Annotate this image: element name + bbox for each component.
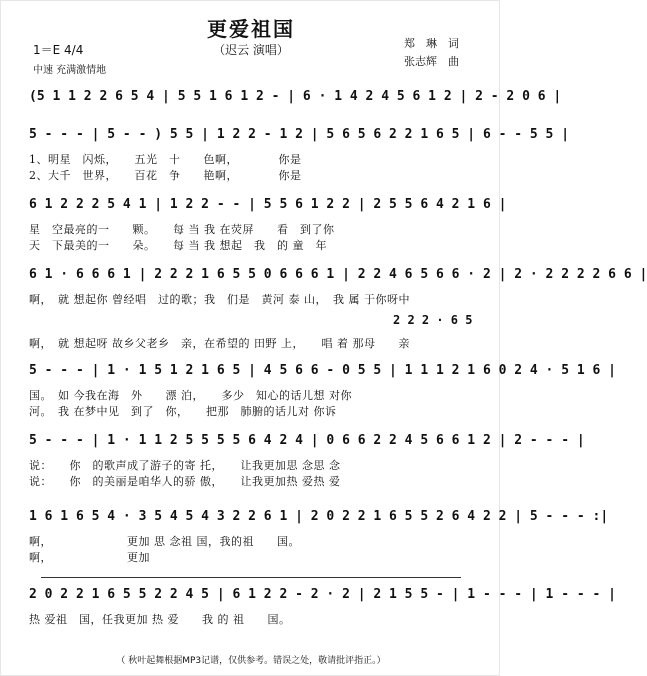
song-title: 更爱祖国 <box>207 17 295 41</box>
lyric-line-verse-2: 2、大千 世界， 百花 争 艳啊， 你是 <box>29 169 302 182</box>
notation-line: 1 6 1 6 5 4 · 3 5 4 5 4 3 2 2 6 1 | 2 0 2 2 1 6 5 5 2 6 4 2 2 | 5 - - - :| <box>29 509 609 524</box>
lyric-line-verse-1: 啊， 更加 思 念祖 国，我的祖 国。 <box>29 535 300 548</box>
lyric-line-verse-1: 说： 你 的歌声成了游子的寄 托， 让我更加思 念思 念 <box>29 459 341 472</box>
notation-line: 5 - - - | 1 · 1 5 1 2 1 6 5 | 4 5 6 6 - 0 5 5 | 1 1 1 2 1 6 0 2 4 · 5 1 6 | <box>29 363 616 378</box>
lyric-line-verse-2: 啊， 就 想起呀 故乡父老乡 亲，在希望的 田野 上， 唱 着 那母 亲 <box>29 337 410 350</box>
lyric-line-verse-1: 啊， 就 想起你 曾经唱 过的歌；我 们是 黄河 泰 山， 我 属 于你呀中 <box>29 293 410 306</box>
lyric-line-verse-1: 1、明星 闪烁， 五光 十 色啊， 你是 <box>29 153 302 166</box>
notation-line: 6 1 2 2 2 5 4 1 | 1 2 2 - - | 5 5 6 1 2 2 | 2 5 5 6 4 2 1 6 | <box>29 197 507 212</box>
lyric-line-verse-1: 热 爱祖 国，任我更加 热 爱 我 的 祖 国。 <box>29 613 291 626</box>
composer-credit: 张志辉 曲 <box>404 55 459 68</box>
notation-line: 5 - - - | 1 · 1 1 2 5 5 5 5 6 4 2 4 | 0 6 6 2 2 4 5 6 6 1 2 | 2 - - - | <box>29 433 585 448</box>
lyric-line-verse-2: 河。 我 在梦中见 到了 你， 把那 肺腑的话儿对 你诉 <box>29 405 337 418</box>
key-signature: 1＝E 4/4 <box>33 43 84 57</box>
singer-label: （迟云 演唱） <box>213 43 289 57</box>
lyric-line-verse-1: 星 空最亮的一 颗。 每 当 我 在荧屏 看 到了你 <box>29 223 335 236</box>
lyric-line-verse-2: 天 下最美的一 朵。 每 当 我 想起 我 的 童 年 <box>29 239 327 252</box>
notation-line: (5 1 1 2 2 6 5 4 | 5 5 1 6 1 2 - | 6 · 1 4 2 4 5 6 1 2 | 2 - 2 0 6 | <box>29 89 562 104</box>
tempo-marking: 中速 充满激情地 <box>33 65 107 76</box>
lyric-line-verse-2: 啊， 更加 <box>29 551 150 564</box>
notation-line: 6 1 · 6 6 6 1 | 2 2 2 1 6 5 5 0 6 6 6 1 | 2 2 4 6 5 6 6 · 2 | 2 · 2 2 2 2 6 6 | <box>29 267 647 282</box>
volta-bracket <box>41 577 461 578</box>
notation-line: 5 - - - | 5 - - ) 5 5 | 1 2 2 - 1 2 | 5 6 5 6 2 2 1 6 5 | 6 - - 5 5 | <box>29 127 570 142</box>
notation-line: 2 2 2 · 6 5 <box>393 313 473 327</box>
transcription-note: （ 秋叶起舞根据MP3记谱，仅供参考。错误之处，敬请批评指正。） <box>116 656 386 666</box>
notation-line: 2 0 2 2 1 6 5 5 2 2 4 5 | 6 1 2 2 - 2 · 2 | 2 1 5 5 - | 1 - - - | 1 - - - | <box>29 587 616 602</box>
lyricist-credit: 郑 琳 词 <box>404 37 459 50</box>
lyric-line-verse-1: 国。 如 今我在海 外 漂 泊， 多少 知心的话儿想 对你 <box>29 389 352 402</box>
lyric-line-verse-2: 说： 你 的美丽是咱华人的骄 傲， 让我更加热 爱热 爱 <box>29 475 341 488</box>
